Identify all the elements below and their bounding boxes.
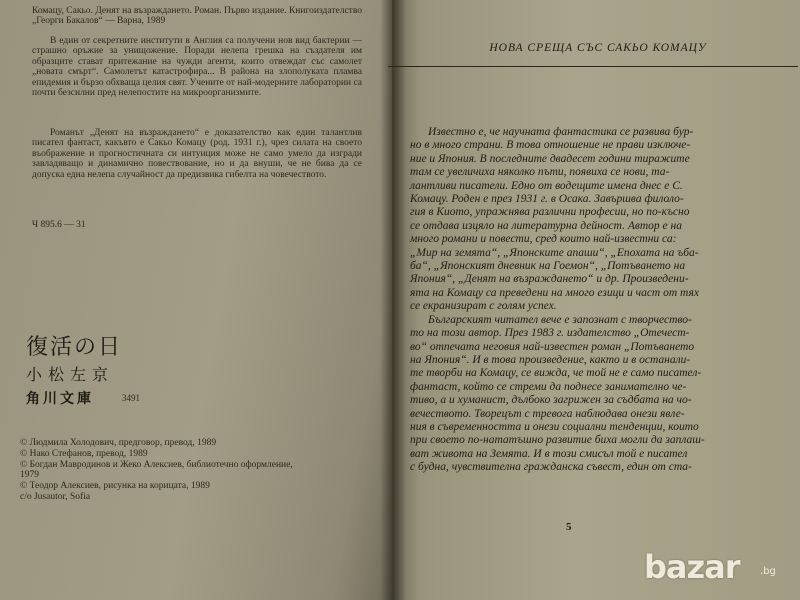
credit-line: © Нако Стефанов, превод, 1989	[20, 448, 148, 459]
catalog-code: Ч 895.6 — 31	[32, 220, 86, 230]
credit-line: © Теодор Алексиев, рисунка на корицата, 1989	[20, 481, 210, 492]
body-line: лантливи писатели. Едно от водещите имена днес е С.	[410, 179, 683, 192]
body-line: фантаст, който се стреми да поднесе занимателно че-	[410, 380, 687, 393]
copyright-credits	[20, 438, 380, 503]
japanese-publisher-code: 3491	[122, 393, 140, 403]
body-line: те творби на Комацу, се вижда, че той не е само писател-	[410, 367, 702, 380]
watermark-brand: bazar	[644, 548, 740, 586]
body-line: при своето по-нататъшно развитие биха могли да заплаш-	[410, 434, 705, 447]
chapter-title: НОВА СРЕЩА СЪС САКЬО КОМАЦУ	[489, 42, 707, 54]
bibliographic-record: Комацу, Сакьо. Денят на възраждането. Роман. Първо издание. Книгоиздателство „Георги Бакалов“ — Варна, 1989	[32, 6, 362, 27]
watermark-logo	[644, 548, 794, 592]
left-page	[0, 0, 392, 600]
body-line: ние и Япония. В последните двадесет години тиражите	[410, 152, 690, 165]
body-line: Известно е, че научната фантастика се развива бур-	[428, 126, 694, 138]
body-line: там се увеличиха няколко пъти, появиха се нови, та-	[410, 166, 670, 179]
page-number: 5	[566, 521, 572, 533]
body-line: во“ отпечата неговия най-известен роман „Потъването	[410, 340, 695, 353]
body-line: „Мир на земята“, „Японските апаши“, „Епохата на ъба-	[410, 246, 699, 259]
body-line: ята на Комацу са преведени на много езици и част от тях	[410, 286, 699, 299]
body-line: вечеството. Творецът с тревога наблюдава онези явле-	[410, 407, 685, 420]
japanese-title: 復活の日	[26, 335, 123, 360]
credit-line: 1979	[20, 470, 39, 481]
credit-line: © Людмила Холодович, предговор, превод, 1989	[20, 438, 217, 448]
body-line: ват живота на Земята. И в този смисъл той е писател	[410, 447, 688, 460]
body-line: на Япония“. И в това произведение, както и в останали-	[410, 353, 691, 366]
body-line: Япония“, „Денят на възраждането“ и др. Произведени-	[410, 273, 689, 286]
body-line: с будна, чувствителна гражданска съвест, един от ста-	[410, 461, 692, 474]
body-line: ния в съвременността и онези социални тенденции, които	[410, 420, 699, 433]
body-text	[410, 126, 790, 475]
annotation-paragraph-1: В един от секретните институти в Англия са получени нов вид бактерии — страшно оръжие за унищожение. Поради нелепа грешка на създателя им образците стават притежание на чужди агенти, които отвеждат със самолет „новата смърт“. Самолетът катастрофира... В района на злополуката пламва епидемия и бързо обхваща целия свят. Учените от най-модерните лаборатории са почти безсилни пред нелепостите на микроорганизмите.	[32, 36, 362, 99]
book-gutter	[380, 0, 406, 600]
body-line: Комацу. Роден е през 1931 г. в Осака. Завършва филоло-	[410, 193, 684, 206]
body-line: се екранизират с голям успех.	[410, 300, 557, 313]
credit-line: © Богдан Мавродинов и Жеко Алексиев, библиотечно оформление,	[20, 459, 293, 470]
credit-line: c/o Jusautor, Sofia	[20, 491, 91, 502]
title-divider	[388, 66, 798, 67]
annotation-paragraph-2: Романът „Денят на възраждането“ е доказателство как един талантлив писател фантаст, какъвто е Сакьо Комацу (род. 1931 г.), чрез силата на своето въображение и прогностичната си интуиция може не само умело да изгради завладяващо и динамично повествование, но и да внуши, че не бива да се допуска една нелепа случайност да предизвика гибелта на човечеството.	[32, 128, 362, 180]
japanese-publisher: 角川文庫	[26, 391, 94, 407]
body-line: но в много страни. В това отношение не прави изключе-	[410, 139, 691, 152]
body-line: гия в Киото, упражнява различни професии, но по-късно	[410, 206, 690, 219]
body-line: Българският читател вече е запознат с творчество-	[428, 313, 692, 326]
japanese-author: 小松左京	[26, 365, 115, 384]
watermark-suffix: .bg	[760, 566, 776, 577]
body-line: много романи и повести, сред които най-известни са:	[410, 233, 677, 246]
body-line: се отдава изцяло на литературна дейност. Автор е на	[410, 219, 682, 232]
body-line: то на този автор. През 1983 г. издателство „Отечест-	[410, 327, 690, 340]
body-line: тиво, а и хуманист, дълбоко загрижен за съдбата на чо-	[410, 394, 692, 407]
body-line: ба“, „Японският дневник на Гоемон“, „Потъването на	[410, 260, 686, 273]
